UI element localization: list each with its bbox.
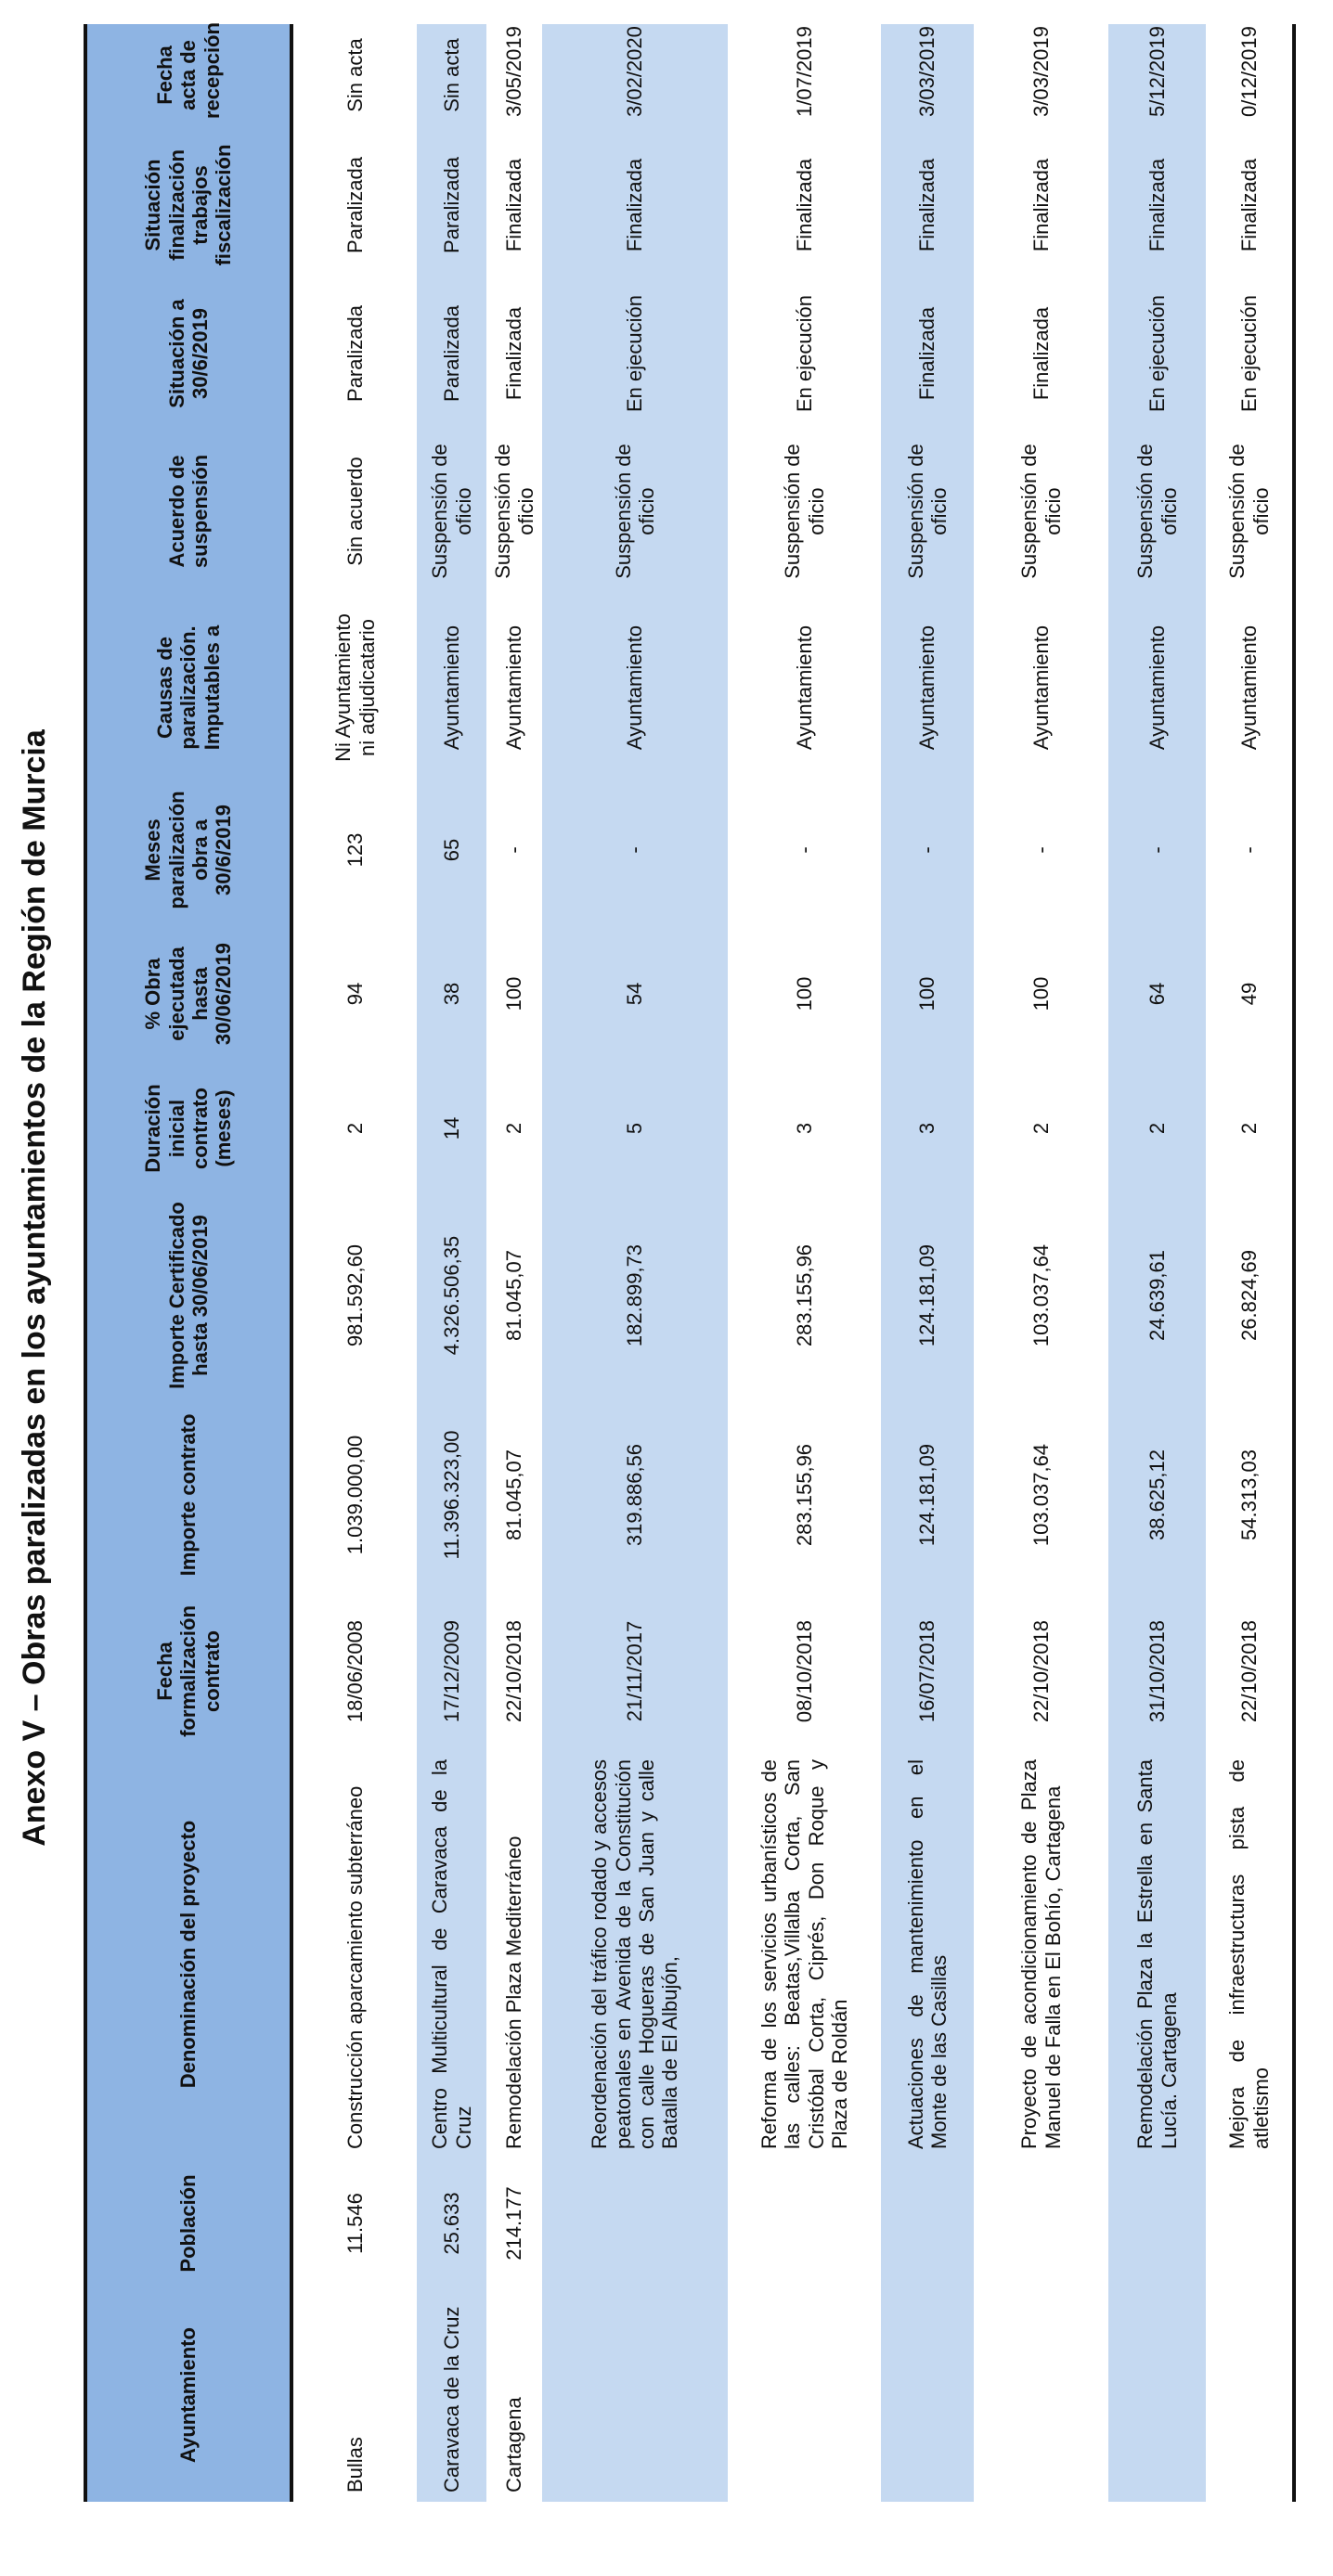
cell-importe: 124.181,09 bbox=[881, 1397, 974, 1592]
cell-finalizacion: Finalizada bbox=[792, 158, 816, 252]
cell-importe: 11.396.323,00 bbox=[417, 1397, 486, 1592]
cell-acta: 3/03/2019 bbox=[1029, 26, 1053, 117]
cell-acta: 1/07/2019 bbox=[792, 26, 816, 117]
cell-certificado: 81.045,07 bbox=[502, 1250, 526, 1341]
cell-ayuntamiento bbox=[974, 2288, 1108, 2502]
cell-poblacion bbox=[728, 2158, 881, 2288]
cell-proyecto: Reordenación del tráfico rodado y accesos peatonales en Avenida de la Constitución con calle Hogueras de San Juan y calle Batalla de El Albujón, bbox=[542, 1750, 728, 2158]
cell-situacion: Paralizada bbox=[343, 305, 367, 402]
column-header: Fecha acta de recepción bbox=[85, 24, 291, 126]
cell-obra: 64 bbox=[1108, 924, 1206, 1063]
column-header: Denominación del proyecto bbox=[85, 1750, 291, 2158]
cell-acta: 5/12/2019 bbox=[1108, 24, 1206, 126]
cell-finalizacion: Finalizada bbox=[542, 126, 728, 284]
cell-proyecto: Reforma de los servicios urbanísticos de las calles: Beatas,Villalba Corta, San Cristóbal Corta, Ciprés, Don Roque y Plaza de Roldán bbox=[757, 1759, 851, 2149]
cell-ayuntamiento: Caravaca de la Cruz bbox=[417, 2288, 486, 2502]
cell-fecha: 18/06/2008 bbox=[343, 1619, 367, 1723]
table-row bbox=[974, 24, 1108, 2502]
cell-ayuntamiento: Cartagena bbox=[502, 2397, 526, 2492]
cell-meses: - bbox=[792, 846, 816, 854]
cell-poblacion bbox=[1206, 2158, 1294, 2288]
cell-obra: 54 bbox=[542, 924, 728, 1063]
cell-causas: Ayuntamiento bbox=[542, 599, 728, 776]
cell-importe: 1.039.000,00 bbox=[343, 1435, 367, 1555]
cell-acuerdo: Sin acuerdo bbox=[343, 457, 367, 566]
cell-acta: 3/02/2020 bbox=[542, 24, 728, 126]
cell-acuerdo: Suspensión de oficio bbox=[881, 423, 974, 599]
cell-ayuntamiento bbox=[1108, 2288, 1206, 2502]
table-row bbox=[881, 24, 974, 2502]
cell-situacion: En ejecución bbox=[792, 295, 816, 412]
column-header: Acuerdo de suspensión bbox=[85, 423, 291, 599]
cell-proyecto: Construcción aparcamiento subterráneo bbox=[343, 1785, 367, 2149]
cell-acta: 0/12/2019 bbox=[1206, 24, 1294, 126]
cell-meses: - bbox=[542, 776, 728, 924]
cell-ayuntamiento bbox=[542, 2288, 728, 2502]
cell-duracion: 2 bbox=[1206, 1063, 1294, 1193]
cell-importe: 283.155,96 bbox=[792, 1443, 816, 1547]
cell-causas: Ayuntamiento bbox=[1029, 625, 1053, 751]
cell-ayuntamiento: Bullas bbox=[343, 2437, 367, 2492]
cell-meses: - bbox=[881, 776, 974, 924]
cell-importe: 319.886,56 bbox=[542, 1397, 728, 1592]
cell-fecha: 22/10/2018 bbox=[1029, 1619, 1053, 1723]
cell-finalizacion: Paralizada bbox=[343, 157, 367, 253]
table-row bbox=[1108, 24, 1206, 2502]
cell-duracion: 2 bbox=[1029, 1122, 1053, 1135]
cell-duracion: 3 bbox=[881, 1063, 974, 1193]
cell-acuerdo: Suspensión de oficio bbox=[542, 423, 728, 599]
cell-certificado: 981.592,60 bbox=[343, 1243, 367, 1347]
cell-duracion: 14 bbox=[417, 1063, 486, 1193]
cell-obra: 49 bbox=[1206, 924, 1294, 1063]
cell-certificado: 124.181,09 bbox=[881, 1193, 974, 1397]
obras-table bbox=[84, 24, 1296, 2502]
cell-acuerdo: Suspensión de oficio bbox=[417, 423, 486, 599]
cell-ayuntamiento bbox=[728, 2288, 881, 2502]
table-row bbox=[486, 24, 542, 2502]
cell-obra: 38 bbox=[417, 924, 486, 1063]
cell-fecha: 17/12/2009 bbox=[417, 1592, 486, 1750]
column-header: Población bbox=[85, 2158, 291, 2288]
cell-acta: 3/05/2019 bbox=[502, 26, 526, 117]
cell-causas: Ayuntamiento bbox=[1206, 599, 1294, 776]
cell-certificado: 103.037,64 bbox=[1029, 1243, 1053, 1347]
cell-obra: 100 bbox=[502, 976, 526, 1011]
cell-meses: 123 bbox=[343, 832, 367, 868]
cell-ayuntamiento bbox=[881, 2288, 974, 2502]
cell-poblacion bbox=[542, 2158, 728, 2288]
cell-proyecto: Actuaciones de mantenimiento en el Monte de las Casillas bbox=[881, 1750, 974, 2158]
table-row bbox=[728, 24, 881, 2502]
cell-proyecto: Centro Multicultural de Caravaca de la Cruz bbox=[417, 1750, 486, 2158]
cell-obra: 100 bbox=[881, 924, 974, 1063]
cell-importe: 103.037,64 bbox=[1029, 1443, 1053, 1547]
cell-causas: Ni Ayuntamiento ni adjudicatario bbox=[331, 613, 379, 762]
cell-obra: 100 bbox=[1029, 976, 1053, 1011]
cell-finalizacion: Finalizada bbox=[1206, 126, 1294, 284]
cell-situacion: Paralizada bbox=[417, 284, 486, 423]
cell-meses: - bbox=[502, 846, 526, 854]
cell-duracion: 5 bbox=[542, 1063, 728, 1193]
column-header: Duración inicial contrato (meses) bbox=[85, 1063, 291, 1193]
cell-causas: Ayuntamiento bbox=[1108, 599, 1206, 776]
cell-acuerdo: Suspensión de oficio bbox=[1108, 423, 1206, 599]
cell-acta: Sin acta bbox=[343, 38, 367, 112]
column-header: Situación finalización trabajos fiscalización bbox=[85, 126, 291, 284]
cell-meses: - bbox=[1206, 776, 1294, 924]
cell-fecha: 22/10/2018 bbox=[1206, 1592, 1294, 1750]
cell-proyecto: Mejora de infraestructuras pista de atletismo bbox=[1206, 1750, 1294, 2158]
cell-acuerdo: Suspensión de oficio bbox=[781, 444, 828, 579]
table-row bbox=[291, 24, 417, 2502]
cell-acuerdo: Suspensión de oficio bbox=[490, 444, 537, 579]
cell-finalizacion: Finalizada bbox=[502, 158, 526, 252]
cell-causas: Ayuntamiento bbox=[881, 599, 974, 776]
cell-finalizacion: Finalizada bbox=[1029, 158, 1053, 252]
cell-causas: Ayuntamiento bbox=[502, 625, 526, 751]
cell-causas: Ayuntamiento bbox=[417, 599, 486, 776]
cell-situacion: En ejecución bbox=[1206, 284, 1294, 423]
cell-duracion: 3 bbox=[792, 1122, 816, 1135]
column-header: Importe Certificado hasta 30/06/2019 bbox=[85, 1193, 291, 1397]
cell-finalizacion: Paralizada bbox=[417, 126, 486, 284]
column-header: % Obra ejecutada hasta 30/06/2019 bbox=[85, 924, 291, 1063]
cell-ayuntamiento bbox=[1206, 2288, 1294, 2502]
cell-acuerdo: Suspensión de oficio bbox=[1017, 444, 1065, 579]
table-row bbox=[1206, 24, 1294, 2502]
cell-meses: 65 bbox=[417, 776, 486, 924]
cell-duracion: 2 bbox=[502, 1122, 526, 1135]
cell-proyecto: Remodelación Plaza Mediterráneo bbox=[502, 1835, 526, 2149]
cell-situacion: Finalizada bbox=[502, 306, 526, 401]
cell-duracion: 2 bbox=[343, 1122, 367, 1135]
cell-certificado: 182.899,73 bbox=[542, 1193, 728, 1397]
cell-obra: 100 bbox=[792, 976, 816, 1011]
cell-acta: Sin acta bbox=[417, 24, 486, 126]
column-header: Causas de paralización. Imputables a bbox=[85, 599, 291, 776]
cell-finalizacion: Finalizada bbox=[881, 126, 974, 284]
cell-poblacion: 11.546 bbox=[343, 2193, 367, 2254]
cell-proyecto: Proyecto de acondicionamiento de Plaza Manuel de Falla en El Bohío, Cartagena bbox=[1017, 1759, 1065, 2149]
column-header: Importe contrato bbox=[85, 1397, 291, 1592]
cell-meses: - bbox=[1029, 846, 1053, 854]
column-header: Meses paralización obra a 30/6/2019 bbox=[85, 776, 291, 924]
table-body bbox=[291, 24, 1294, 2502]
table-header bbox=[85, 24, 291, 2502]
column-header: Fecha formalización contrato bbox=[85, 1592, 291, 1750]
cell-certificado: 24.639,61 bbox=[1108, 1193, 1206, 1397]
cell-acuerdo: Suspensión de oficio bbox=[1206, 423, 1294, 599]
cell-certificado: 283.155,96 bbox=[792, 1243, 816, 1347]
cell-obra: 94 bbox=[343, 982, 367, 1006]
cell-duracion: 2 bbox=[1108, 1063, 1206, 1193]
cell-fecha: 22/10/2018 bbox=[502, 1619, 526, 1723]
cell-fecha: 16/07/2018 bbox=[881, 1592, 974, 1750]
cell-importe: 81.045,07 bbox=[502, 1449, 526, 1540]
cell-situacion: En ejecución bbox=[542, 284, 728, 423]
cell-poblacion bbox=[1108, 2158, 1206, 2288]
table-row bbox=[417, 24, 486, 2502]
cell-poblacion: 214.177 bbox=[502, 2186, 526, 2260]
cell-certificado: 4.326.506,35 bbox=[417, 1193, 486, 1397]
cell-situacion: Finalizada bbox=[881, 284, 974, 423]
cell-meses: - bbox=[1108, 776, 1206, 924]
cell-situacion: Finalizada bbox=[1029, 306, 1053, 401]
table-row bbox=[542, 24, 728, 2502]
cell-importe: 38.625,12 bbox=[1108, 1397, 1206, 1592]
page-title: Anexo V – Obras paralizadas en los ayuntamientos de la Región de Murcia bbox=[17, 729, 52, 1847]
cell-poblacion bbox=[881, 2158, 974, 2288]
cell-certificado: 26.824,69 bbox=[1206, 1193, 1294, 1397]
cell-poblacion: 25.633 bbox=[417, 2158, 486, 2288]
cell-acta: 3/03/2019 bbox=[881, 24, 974, 126]
cell-finalizacion: Finalizada bbox=[1108, 126, 1206, 284]
cell-fecha: 08/10/2018 bbox=[792, 1619, 816, 1723]
cell-fecha: 21/11/2017 bbox=[542, 1592, 728, 1750]
cell-situacion: En ejecución bbox=[1108, 284, 1206, 423]
cell-importe: 54.313,03 bbox=[1206, 1397, 1294, 1592]
cell-fecha: 31/10/2018 bbox=[1108, 1592, 1206, 1750]
column-header: Ayuntamiento bbox=[85, 2288, 291, 2502]
cell-proyecto: Remodelación Plaza la Estrella en Santa Lucía. Cartagena bbox=[1108, 1750, 1206, 2158]
cell-causas: Ayuntamiento bbox=[792, 625, 816, 751]
column-header: Situación a 30/6/2019 bbox=[85, 284, 291, 423]
cell-poblacion bbox=[974, 2158, 1108, 2288]
